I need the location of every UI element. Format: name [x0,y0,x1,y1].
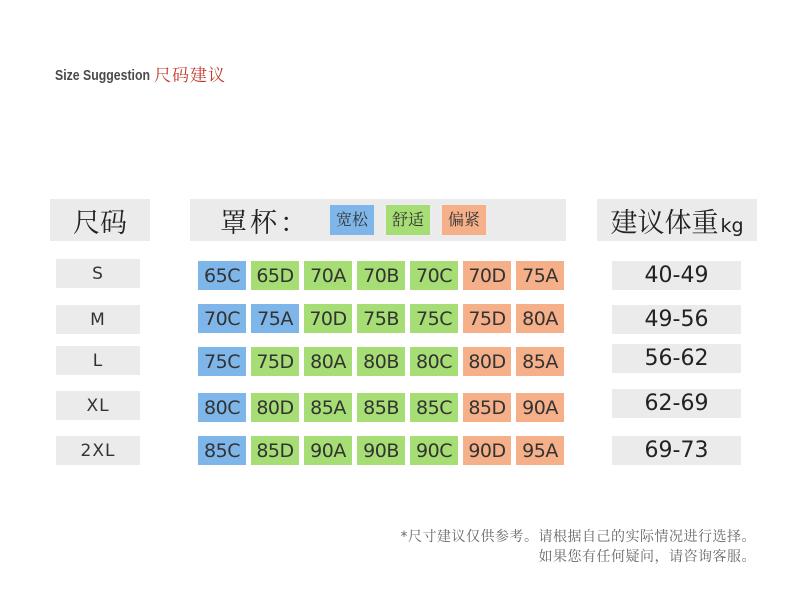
cup-cell: 80A [516,304,564,333]
title-english: Size Suggestion [55,66,151,84]
cup-cell: 80D [251,393,299,422]
size-cell: L [56,346,140,375]
cup-cell: 75B [357,304,405,333]
weight-unit: kg [720,215,744,237]
cup-cell: 90C [410,436,458,465]
cup-cell: 85D [251,436,299,465]
page-title [55,62,226,88]
cup-cell: 70C [198,304,246,333]
weight-cell: 69-73 [612,436,741,465]
cup-cell: 80C [410,347,458,376]
cup-cell: 80A [304,347,352,376]
cup-cell: 80B [357,347,405,376]
cup-cell: 75A [251,304,299,333]
cup-row [198,304,564,333]
cup-cell: 70D [304,304,352,333]
disclaimer-note [401,527,757,567]
cup-header-label: 罩杯： [220,207,310,239]
cup-column-header [190,199,566,241]
note-line-1: *尺寸建议仅供参考。请根据自己的实际情况进行选择。 [400,529,756,545]
size-column-header: 尺码 [50,199,150,241]
cup-cell: 85B [357,393,405,422]
cup-row [198,393,564,422]
cup-cell: 75C [410,304,458,333]
cup-row [198,436,564,465]
legend-loose: 宽松 [330,205,374,235]
weight-header-label: 建议体重 [610,207,719,239]
cup-cell: 85C [198,436,246,465]
legend-comfort: 舒适 [386,205,430,235]
note-line-2: 如果您有任何疑问，请咨询客服。 [538,549,756,565]
weight-column-header [597,199,757,241]
cup-cell: 65D [251,261,299,290]
title-chinese: 尺码建议 [154,65,226,86]
cup-row [198,261,564,290]
cup-cell: 90A [516,393,564,422]
cup-cell: 70C [410,261,458,290]
cup-cell: 70D [463,261,511,290]
cup-cell: 80D [463,347,511,376]
cup-cell: 75C [198,347,246,376]
cup-cell: 85D [463,393,511,422]
cup-cell: 80C [198,393,246,422]
cup-cell: 85C [410,393,458,422]
weight-cell: 62-69 [612,389,741,418]
cup-cell: 70A [304,261,352,290]
cup-cell: 90B [357,436,405,465]
weight-cell: 49-56 [612,305,741,334]
cup-cell: 85A [304,393,352,422]
cup-cell: 75D [463,304,511,333]
cup-cell: 75D [251,347,299,376]
cup-cell: 65C [198,261,246,290]
size-cell: M [56,305,140,334]
cup-cell: 90D [463,436,511,465]
cup-cell: 70B [357,261,405,290]
size-cell: XL [56,391,140,420]
cup-cell: 75A [516,261,564,290]
legend-tight: 偏紧 [442,205,486,235]
weight-cell: 40-49 [612,261,741,290]
size-cell: S [56,259,140,288]
weight-cell: 56-62 [612,344,741,373]
cup-cell: 95A [516,436,564,465]
size-cell: 2XL [56,436,140,465]
cup-cell: 85A [516,347,564,376]
cup-row [198,347,564,376]
cup-cell: 90A [304,436,352,465]
